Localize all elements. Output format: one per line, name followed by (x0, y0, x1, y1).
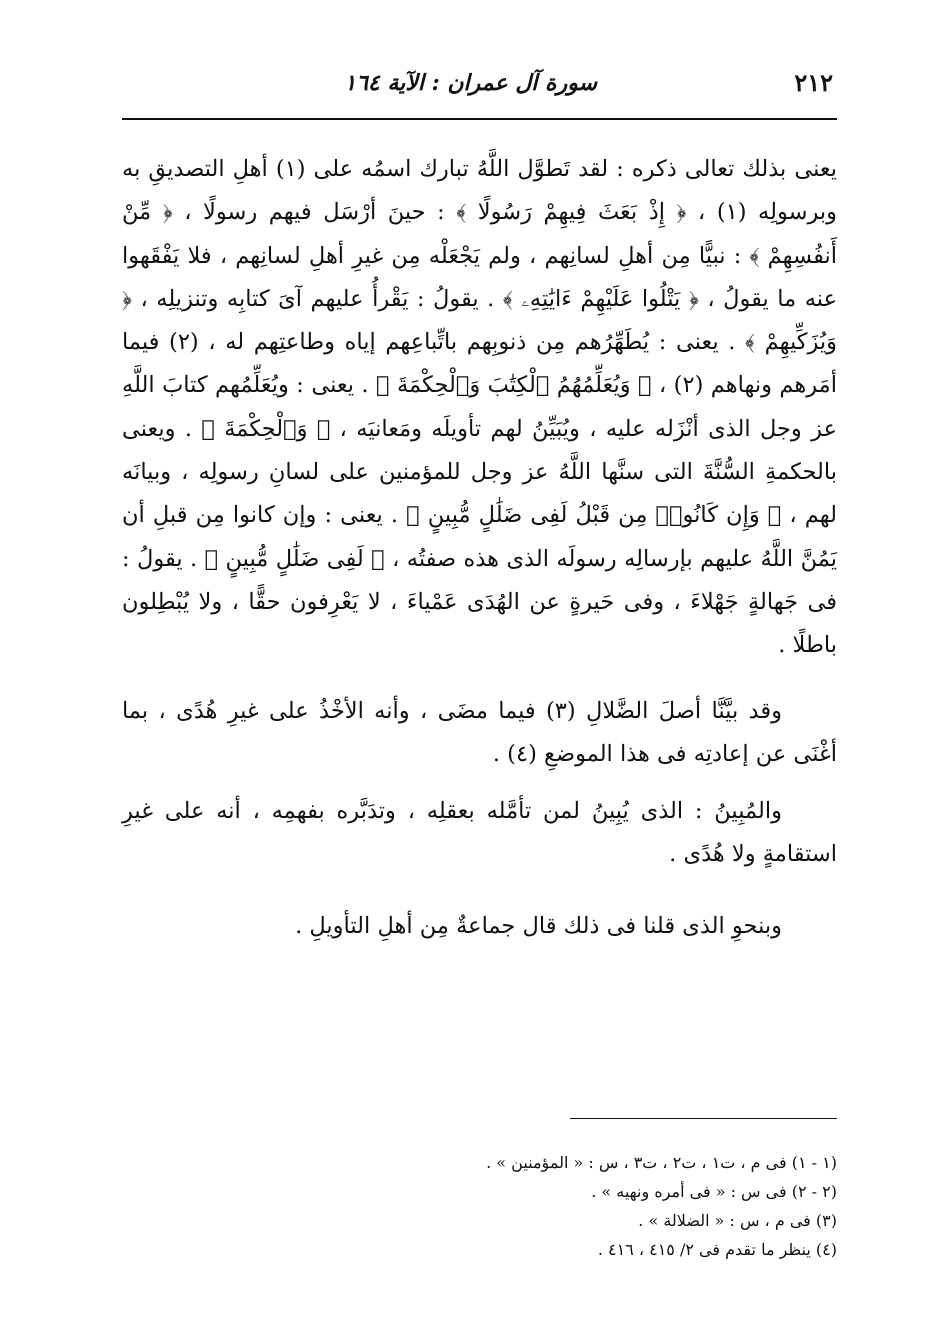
header-rule (122, 118, 837, 120)
page-number: ٢١٢ (794, 68, 833, 97)
footnote: (٣) فى م ، س : « الضلالة » . (638, 1211, 837, 1230)
paragraph: يعنى بذلك تعالى ذكره : لقد تَطوَّل اللَّهُ تبارك اسمُه على (١) أهلِ التصديقِ به وبرسولِه (١) ، ﴿ إِذْ بَعَثَ فِيهِمْ رَسُولًا ﴾ : حينَ أرْسَل فيهم رسولًا ، ﴿ مِّنْ أَنفُسِهِمْ ﴾ : نبيًّا مِن أهلِ لسانِهم ، ولم يَجْعَلْه مِن غيرِ أهلِ لسانِهم ، فلا يَفْقَهوا عنه ما يقولُ ، ﴿ يَتْلُوا عَلَيْهِمْ ءَايَٰتِهِۦ ﴾ . يقولُ : يَقْرأُ عليهم آىَ كتابِه وتنزيلِه ، ﴿ وَيُزَكِّيهِمْ ﴾ . يعنى : يُطَهِّرُهم مِن ذنوبِهم باتِّباعِهم إياه وطاعتِهم له ، (٢) فيما أمَرهم ونهاهم (٢) ، ﴿ وَيُعَلِّمُهُمُ ٱلْكِتَٰبَ وَٱلْحِكْمَةَ ﴾ . يعنى : ويُعَلِّمُهم كتابَ اللَّهِ عز وجل الذى أنْزَله عليه ، ويُبَيِّنُ لهم تأويلَه ومَعانيَه ، ﴿ وَٱلْحِكْمَةَ ﴾ . ويعنى بالحكمةِ السُّنَّةَ التى سنَّها اللَّهُ عز وجل للمؤمنين على لسانِ رسولِه ، وبيانَه لهم ، ﴿ وَإِن كَانُوا۟ مِن قَبْلُ لَفِى ضَلَٰلٍ مُّبِينٍ ﴾ . يعنى : وإن كانوا مِن قبلِ أن يَمُنَّ اللَّهُ عليهم بإرسالِه رسولَه الذى هذه صفتُه ، ﴿ لَفِى ضَلَٰلٍ مُّبِينٍ ﴾ . يقولُ : فى جَهالةٍ جَهْلاءَ ، وفى حَيرةٍ عن الهُدَى عَمْياءَ ، لا يَعْرِفون حقًّا ، ولا يُبْطِلون باطلًا . (122, 156, 837, 659)
paragraph: وبنحوِ الذى قلنا فى ذلك قال جماعةٌ مِن أهلِ التأويلِ . (295, 912, 782, 939)
main-text (122, 148, 837, 948)
paragraph: والمُبِينُ : الذى يُبِينُ لمن تأمَّله بعقلِه ، وتدَبَّره بفهمِه ، أنه على غيرِ استقامةٍ ولا هُدًى . (122, 798, 837, 868)
footnotes (300, 1148, 837, 1264)
footnote-rule (570, 1118, 837, 1119)
footnote: (١ - ١) فى م ، ت١ ، ت٢ ، ت٣ ، س : « المؤمنين » . (486, 1153, 837, 1172)
footnote: (٤) ينظر ما تقدم فى ٢/ ٤١٥ ، ٤١٦ . (597, 1240, 837, 1259)
page-header (122, 62, 837, 108)
footnote: (٢ - ٢) فى س : « فى أمره ونهيه » . (591, 1182, 837, 1201)
running-title: سورة آل عمران : الآية ١٦٤ (344, 70, 597, 96)
paragraph: وقد بيَّنَّا أصلَ الضَّلالِ (٣) فيما مضَى ، وأنه الأخْذُ على غيرِ هُدًى ، بما أغْنَى عن إعادتِه فى هذا الموضعِ (٤) . (122, 697, 837, 767)
